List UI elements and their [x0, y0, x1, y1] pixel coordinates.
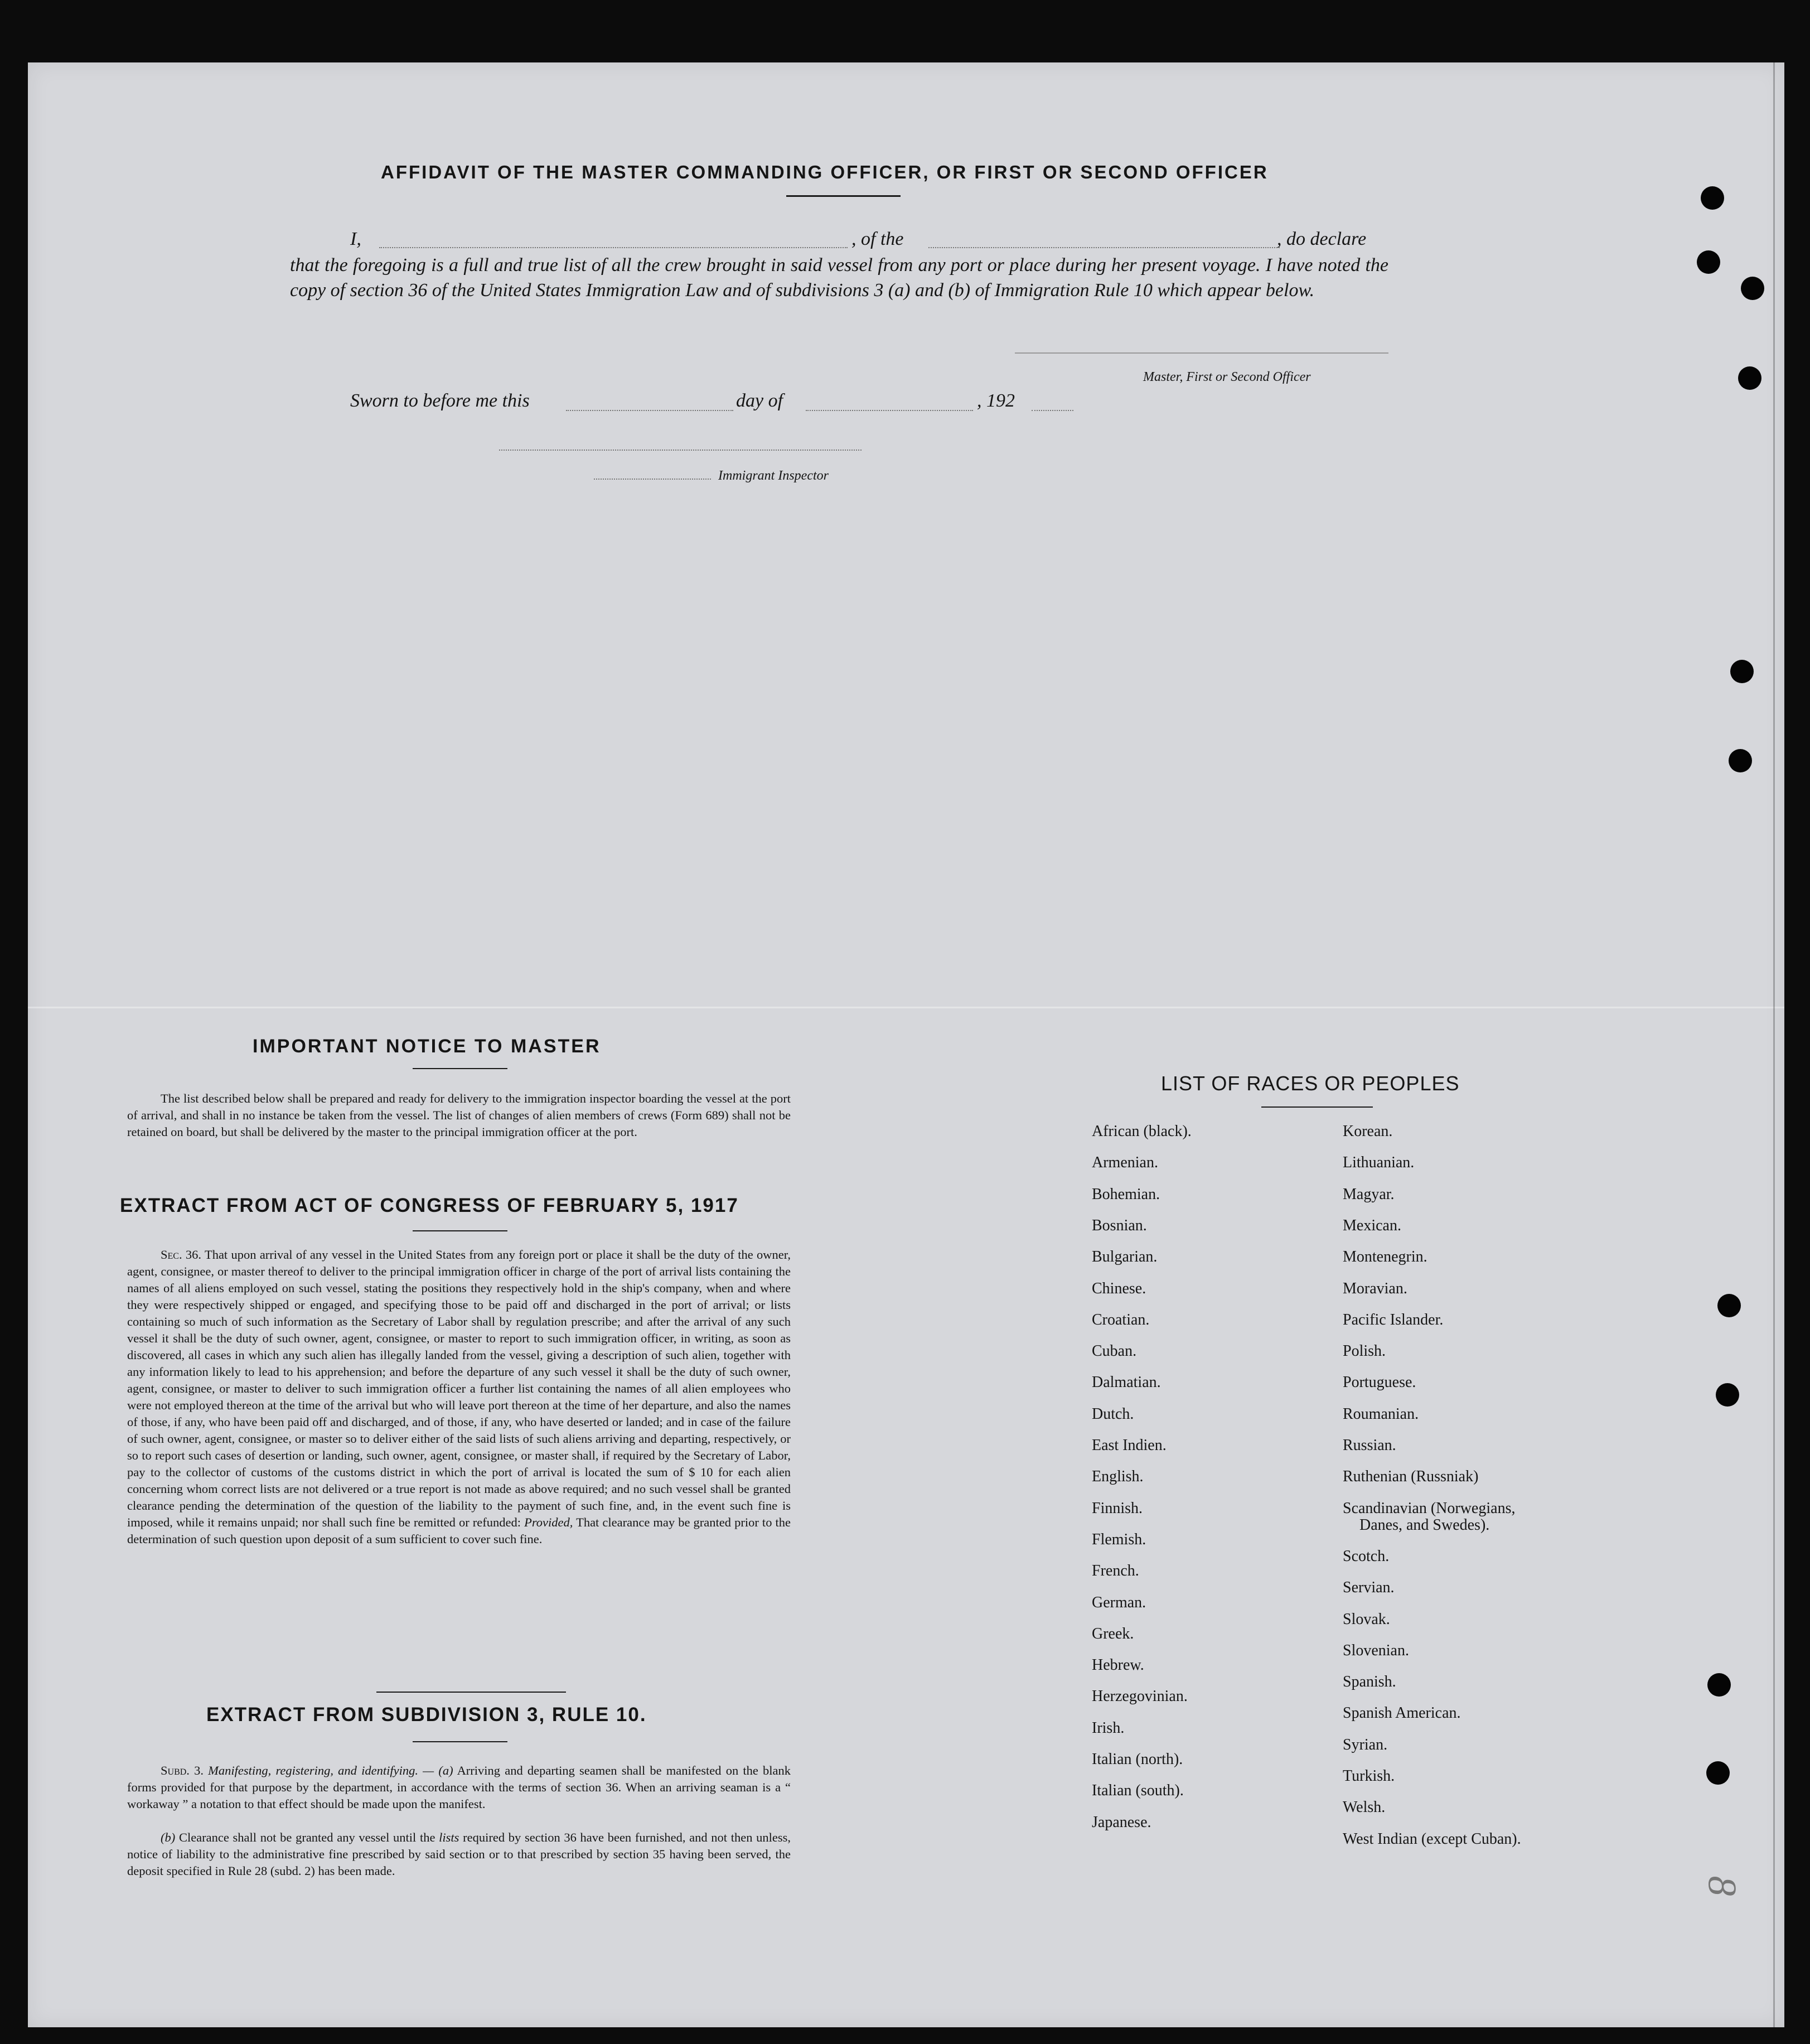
sworn-day-of: day of: [736, 390, 783, 411]
race-item: Turkish.: [1343, 1767, 1395, 1785]
race-item: Magyar.: [1343, 1185, 1395, 1203]
race-item: Pacific Islander.: [1343, 1311, 1444, 1328]
notice-body: The list described below shall be prepared and ready for delivery to the immigration inspector boarding the vessel at the port of arrival, and shall in no instance be taken from the vessel. The list of changes of alien members of crews (Form 689) shall not be retained on board, but shall be delivered by the master to the principal immigration officer at the port.: [127, 1091, 791, 1139]
affidavit-title-rule: [786, 195, 901, 197]
race-item: Spanish American.: [1343, 1704, 1461, 1722]
race-item: Bosnian.: [1092, 1216, 1147, 1234]
race-item: Scotch.: [1343, 1547, 1390, 1565]
provided-label: Provided,: [524, 1515, 573, 1529]
sworn-year-blank[interactable]: [1032, 410, 1073, 411]
vessel-blank[interactable]: [928, 247, 1280, 248]
sec-36-label: Sec. 36.: [161, 1248, 202, 1262]
subd-b-lists: lists: [439, 1830, 459, 1844]
subd-b-text-1: Clearance shall not be granted any vessel until the: [178, 1830, 435, 1844]
affidavit-of-the: , of the: [851, 229, 904, 249]
race-item: Chinese.: [1092, 1279, 1146, 1297]
subd-a-label: — (a): [423, 1763, 453, 1777]
affidavit-declare: , do declare: [1277, 229, 1367, 249]
rule-extract-title: EXTRACT FROM SUBDIVISION 3, RULE 10.: [206, 1704, 647, 1726]
sworn-prefix: Sworn to before me this: [350, 390, 530, 411]
race-item: Slovak.: [1343, 1610, 1390, 1628]
punch-hole: [1697, 250, 1720, 274]
rule-extract-title-rule: [413, 1741, 507, 1742]
race-item: Montenegrin.: [1343, 1248, 1427, 1266]
race-item: West Indian (except Cuban).: [1343, 1830, 1521, 1848]
race-item: German.: [1092, 1593, 1146, 1611]
page-mark: 8: [1700, 1876, 1745, 1896]
punch-hole: [1738, 366, 1761, 390]
sworn-month-blank[interactable]: [806, 410, 973, 411]
inspector-signature-line-2[interactable]: [594, 479, 711, 480]
master-signature-label: Master, First or Second Officer: [1143, 370, 1311, 384]
race-item: Finnish.: [1092, 1499, 1143, 1517]
race-item: Dalmatian.: [1092, 1374, 1161, 1391]
race-item: Dutch.: [1092, 1405, 1134, 1423]
act-extract-title: EXTRACT FROM ACT OF CONGRESS OF FEBRUARY 5, 1917: [120, 1195, 739, 1216]
subd-b-text-2: required by section 36 have been furnished, and not then unless, notice of liability to the administrative fine prescribed by said section or to that prescribed by section 35 having been served, the deposit specified in Rule 28 (subd. 2) has been made.: [127, 1830, 791, 1878]
race-item: Portuguese.: [1343, 1374, 1416, 1391]
race-item: French.: [1092, 1562, 1139, 1580]
subd-a-text: Arriving and departing seamen shall be manifested on the blank forms provided for that purpose by the department, in accordance with the terms of section 36. When an arriving seaman is a “ workaway ” a notation to that effect should be made upon the manifest.: [127, 1763, 791, 1811]
race-item: Ruthenian (Russniak): [1343, 1468, 1479, 1486]
punch-hole: [1707, 1673, 1731, 1697]
punch-hole: [1741, 277, 1764, 300]
notice-title-rule: [413, 1068, 507, 1069]
affidavit-i: I,: [350, 229, 361, 249]
race-item: Servian.: [1343, 1579, 1395, 1597]
rule-extract-a: [127, 1762, 791, 1813]
race-item: Bulgarian.: [1092, 1248, 1158, 1266]
act-extract-title-rule: [413, 1230, 507, 1231]
races-title: LIST OF RACES OR PEOPLES: [1161, 1072, 1460, 1095]
affidavit-body: that the foregoing is a full and true list of all the crew brought in said vessel from any port or place during her present voyage. I have noted the copy of section 36 of the United States Immigration Law and of subdivisions 3 (a) and (b) of Immigration Rule 10 which appear below.: [290, 255, 1388, 301]
race-item: Slovenian.: [1343, 1641, 1409, 1659]
notice-title: IMPORTANT NOTICE TO MASTER: [253, 1036, 601, 1057]
race-item: Russian.: [1343, 1437, 1396, 1454]
race-item: Italian (south).: [1092, 1782, 1184, 1800]
inspector-label: Immigrant Inspector: [718, 468, 829, 483]
punch-hole: [1701, 186, 1724, 210]
race-item: Roumanian.: [1343, 1405, 1419, 1423]
race-item: Flemish.: [1092, 1530, 1146, 1548]
paper-edge: [1773, 62, 1775, 2027]
punch-hole: [1730, 660, 1754, 683]
punch-hole: [1716, 1383, 1739, 1407]
inspector-signature-line[interactable]: [499, 450, 862, 451]
race-item: Bohemian.: [1092, 1185, 1160, 1203]
punch-hole: [1706, 1761, 1730, 1785]
punch-hole: [1717, 1294, 1741, 1317]
race-item: Irish.: [1092, 1719, 1125, 1737]
race-item: African (black).: [1092, 1123, 1192, 1140]
race-item: Lithuanian.: [1343, 1154, 1415, 1172]
race-item: East Indien.: [1092, 1437, 1167, 1454]
race-item: Japanese.: [1092, 1813, 1151, 1831]
race-item: Herzegovinian.: [1092, 1688, 1188, 1705]
master-signature-line[interactable]: [1015, 352, 1388, 354]
rule-extract-b: [127, 1829, 791, 1879]
affidavit-title: AFFIDAVIT OF THE MASTER COMMANDING OFFICER, OR FIRST OR SECOND OFFICER: [381, 162, 1269, 182]
race-item: Danes, and Swedes).: [1359, 1516, 1490, 1534]
race-item: Scandinavian (Norwegians,: [1343, 1499, 1516, 1517]
race-item: Greek.: [1092, 1625, 1134, 1642]
race-item: Welsh.: [1343, 1799, 1386, 1816]
sec-36-text: That upon arrival of any vessel in the United States from any foreign port or place it shall be the duty of the owner, agent, consignee, or master thereof to deliver to the principal immigration officer in charge of the port of arrival lists containing the names of all aliens employed on such vessel, stating the positions they respectively hold in the ship's company, when and where they were respectively shipped or engaged, and specifying those to be paid off and discharged in the port of arrival; or lists containing so much of such information as the Secretary of Labor shall by regulation prescribe; and after the arrival of any such vessel it shall be the duty of such owner, agent, consignee, or master to report to such immigration officer, in writing, as soon as discovered, all cases in which any such alien has illegally landed from the vessel, giving a description of such alien, together with any information likely to lead to his apprehension; and before the departure of any such vessel it shall be the duty of such owner, agent, consignee, or master to deliver to such immigration officer a further list containing the names of all alien employees who were not employed thereon at the time of the arrival but who will leave port thereon at the time of her departure, and also the names of those, if any, who have been paid off and discharged, and of those, if any, who have deserted or landed; and in case of the failure of such owner, agent, consignee, or master so to deliver either of the said lists of such aliens arriving and departing, respectively, or so to report such cases of desertion or landing, such owner, agent, consignee, or master shall, if required by the Secretary of Labor, pay to the collector of customs of the customs district in which the port of arrival is located the sum of $ 10 for each alien concerning whom correct lists are not delivered or a true report is not made as above required; and no such vessel shall be granted clearance pending the determination of the question of the liability to the payment of such fine, and, in the event such fine is imposed, while it remains unpaid; nor shall such fine be remitted or refunded:: [127, 1248, 791, 1529]
paper-fold: [28, 1007, 1784, 1008]
subd-3-label: Subd. 3.: [161, 1763, 204, 1777]
name-blank[interactable]: [379, 247, 848, 248]
race-item: Korean.: [1343, 1123, 1393, 1140]
race-item: Spanish.: [1343, 1673, 1396, 1691]
act-extract-body: [127, 1246, 791, 1548]
race-item: Mexican.: [1343, 1216, 1401, 1234]
subd-b-label: (b): [161, 1830, 176, 1844]
race-item: Armenian.: [1092, 1154, 1158, 1172]
race-item: English.: [1092, 1468, 1144, 1486]
race-item: Moravian.: [1343, 1279, 1407, 1297]
race-item: Italian (north).: [1092, 1751, 1183, 1768]
punch-hole: [1729, 749, 1752, 772]
rule-extract-top-rule: [376, 1692, 566, 1693]
race-item: Polish.: [1343, 1342, 1386, 1360]
race-item: Hebrew.: [1092, 1656, 1144, 1674]
subd-3-heading: Manifesting, registering, and identifying.: [208, 1763, 418, 1777]
race-item: Syrian.: [1343, 1736, 1388, 1753]
races-title-rule: [1261, 1106, 1373, 1108]
sworn-day-blank[interactable]: [566, 410, 733, 411]
sec-36-text-end: That clearance may be granted prior to the determination of such question upon deposit of a sum sufficient to cover such fine.: [127, 1515, 791, 1546]
sworn-year: , 192: [977, 390, 1015, 411]
race-item: Cuban.: [1092, 1342, 1137, 1360]
race-item: Croatian.: [1092, 1311, 1150, 1328]
